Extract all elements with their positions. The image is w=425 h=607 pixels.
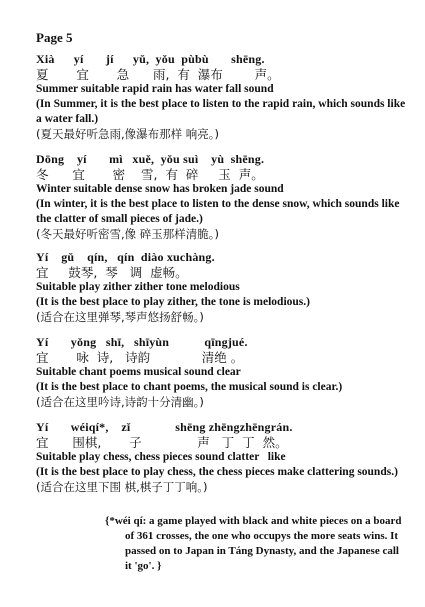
stanza-winter: [36, 152, 411, 242]
chinese-explanation: (夏天最好听急雨,像瀑布那样 响亮。): [36, 127, 220, 141]
pinyin-line: Yí wéiqí*, zǐ shēng zhēngzhēngrán.: [36, 420, 293, 434]
explanation: (In winter, it is the best place to listen to the dense snow, which sounds like the clatter of small pieces of jade.): [36, 198, 400, 225]
gloss-line: Suitable play zither zither tone melodious: [36, 281, 240, 293]
chinese-line: 夏 宜 急 雨, 有 瀑布 声。: [36, 67, 280, 82]
stanza-zither: [36, 250, 411, 325]
stanza-summer: [36, 52, 411, 142]
chinese-explanation: (适合在这里下围 棋,棋子丁丁响。): [36, 480, 208, 494]
gloss-line: Winter suitable dense snow has broken jade sound: [36, 183, 284, 195]
pinyin-line: Yí yǒng shī, shīyùn qīngjué.: [36, 335, 248, 349]
explanation: (It is the best place to play zither, the tone is melodious.): [36, 296, 310, 308]
explanation: (In Summer, it is the best place to listen to the rapid rain, which sounds like a water fall.): [36, 98, 406, 125]
pinyin-line: Yí gǔ qín, qín diào xuchàng.: [36, 250, 215, 264]
page-title: Page 5: [36, 30, 73, 45]
stanza-chess: [36, 420, 411, 495]
chinese-line: 宜 咏 诗, 诗韵 清绝 。: [36, 350, 244, 365]
chinese-line: 冬 宜 密 雪, 有 碎 玉 声。: [36, 167, 264, 182]
explanation: (It is the best place to play chess, the chess pieces make clattering sounds.): [36, 466, 398, 478]
footnote-text: {*wéi qí: a game played with black and white pieces on a board of 361 crosses, the one who occupys the more seats wins. It passed on to Japan in Táng Dynasty, and the Japanese call it 'go'. }: [105, 515, 402, 572]
gloss-line: Summer suitable rapid rain has water fall sound: [36, 83, 274, 95]
explanation: (It is the best place to chant poems, the musical sound is clear.): [36, 381, 343, 393]
pinyin-line: Xià yí jí yǔ, yǒu pùbù shēng.: [36, 52, 265, 66]
pinyin-line: Dōng yí mì xuě, yǒu suì yù shēng.: [36, 152, 265, 166]
chinese-explanation: (适合在这里吟诗,诗韵十分清幽。): [36, 395, 204, 409]
chinese-line: 宜 围棋, 子 声 丁 丁 然。: [36, 435, 288, 450]
chinese-explanation: (适合在这里弹琴,琴声悠扬舒畅。): [36, 310, 204, 324]
stanza-poems: [36, 335, 411, 410]
footnote-weiqi: [105, 514, 405, 574]
chinese-explanation: (冬天最好听密雪,像 碎玉那样清脆。): [36, 227, 220, 241]
gloss-line: Suitable chant poems musical sound clear: [36, 366, 241, 378]
chinese-line: 宜 鼓琴, 琴 调 虚畅。: [36, 265, 188, 280]
gloss-line: Suitable play chess, chess pieces sound clatter like: [36, 451, 286, 463]
